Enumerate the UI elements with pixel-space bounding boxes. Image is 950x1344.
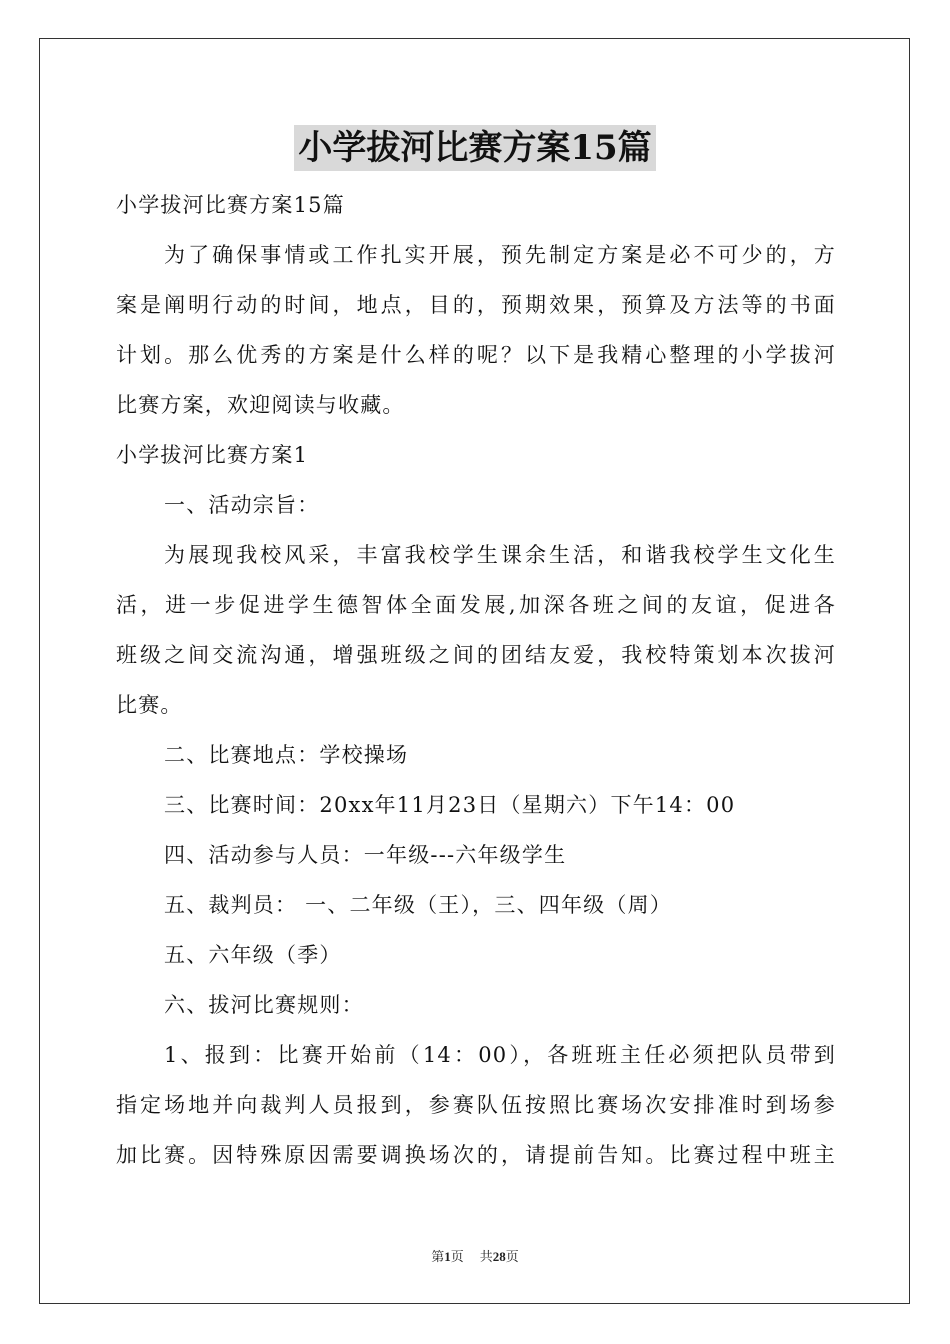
total-prefix: 共: [479, 1249, 493, 1264]
text-line: 案是阐明行动的时间，地点，目的，预期效果，预算及方法等的书面: [116, 293, 836, 317]
page-footer: [0, 1246, 950, 1265]
text-line: 三、比赛时间：20xx年11月23日（星期六）下午14：00: [164, 793, 736, 817]
text-line: 1、报到：比赛开始前（14：00），各班班主任必须把队员带到: [164, 1043, 836, 1067]
total-suffix: 页: [505, 1249, 519, 1264]
document-title: 小学拔河比赛方案15篇: [294, 125, 655, 171]
text-line: 活，进一步促进学生德智体全面发展,加深各班之间的友谊，促进各: [116, 593, 836, 617]
text-line: 小学拔河比赛方案1: [116, 443, 309, 467]
text-line: 二、比赛地点：学校操场: [164, 743, 409, 767]
total-pages: 28: [492, 1249, 506, 1264]
document-body: [116, 180, 836, 1180]
text-line: 一、活动宗旨：: [164, 493, 320, 517]
page-suffix: 页: [450, 1249, 464, 1264]
page-number: 1: [444, 1249, 451, 1264]
text-line: 班级之间交流沟通，增强班级之间的团结友爱，我校特策划本次拔河: [116, 643, 836, 667]
title-wrap: [0, 125, 950, 171]
text-line: 加比赛。因特殊原因需要调换场次的，请提前告知。比赛过程中班主: [116, 1143, 836, 1167]
text-line: 比赛方案，欢迎阅读与收藏。: [116, 393, 405, 417]
page-prefix: 第: [431, 1249, 445, 1264]
text-line: 五、裁判员： 一、二年级（王），三、四年级（周）: [164, 893, 672, 917]
text-line: 六、拔河比赛规则：: [164, 993, 364, 1017]
text-line: 为了确保事情或工作扎实开展，预先制定方案是必不可少的，方: [164, 243, 836, 267]
text-line: 五、六年级（季）: [164, 943, 342, 967]
text-line: 指定场地并向裁判人员报到，参赛队伍按照比赛场次安排准时到场参: [116, 1093, 836, 1117]
text-line: 比赛。: [116, 693, 183, 717]
text-line: 四、活动参与人员：一年级---六年级学生: [164, 843, 567, 867]
text-line: 计划。那么优秀的方案是什么样的呢？以下是我精心整理的小学拔河: [116, 343, 836, 367]
text-line: 为展现我校风采，丰富我校学生课余生活，和谐我校学生文化生: [164, 543, 836, 567]
text-line: 小学拔河比赛方案15篇: [116, 193, 345, 217]
